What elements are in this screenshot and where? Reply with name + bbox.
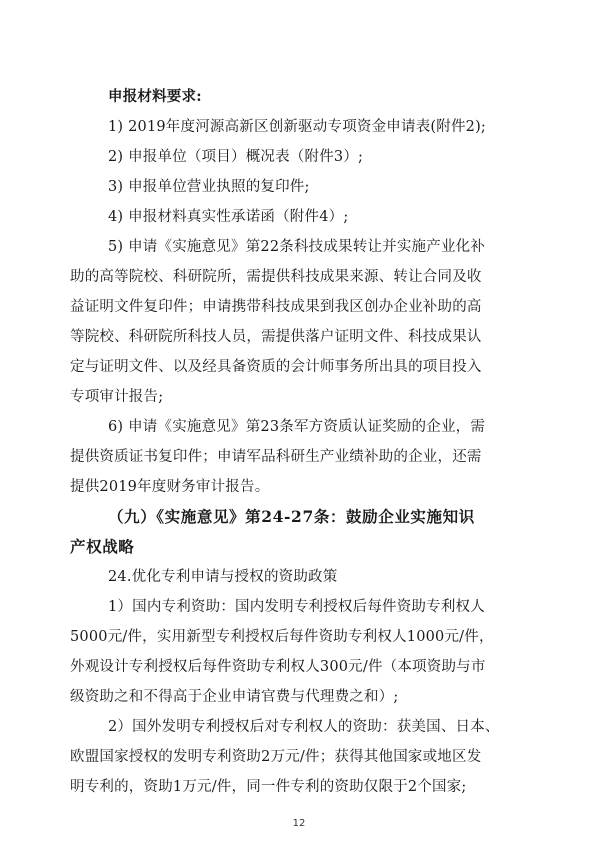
paragraph-line: 专项审计报告;: [70, 389, 164, 405]
paragraph-line: 提供资质证书复印件；申请军品科研生产业绩补助的企业，还需: [70, 449, 482, 465]
paragraph-line: 级资助之和不得高于企业申请官费与代理费之和）;: [70, 689, 399, 705]
section-heading: 产权战略: [70, 537, 135, 556]
page-number: 12: [292, 818, 306, 829]
paragraph-line: 1）国内专利资助：国内发明专利授权后每件资助专利权人: [108, 599, 485, 615]
paragraph-line: 助的高等院校、科研院所，需提供科技成果来源、转让合同及收: [70, 269, 482, 285]
list-item: 2) 申报单位（项目）概况表（附件3）;: [108, 149, 364, 165]
list-item: 4) 申报材料真实性承诺函（附件4）;: [108, 209, 349, 225]
paragraph-line: 外观设计专利授权后每件资助专利权人300元/件（本项资助与市: [70, 659, 486, 675]
list-item: 6) 申请《实施意见》第23条军方资质认证奖励的企业，需: [108, 419, 486, 435]
paragraph-line: 益证明文件复印件；申请携带科技成果到我区创办企业补助的高: [70, 299, 482, 315]
paragraph-line: 提供2019年度财务审计报告。: [70, 479, 270, 495]
list-item: 3) 申报单位营业执照的复印件;: [108, 179, 310, 195]
paragraph-line: 等院校、科研院所科技人员，需提供落户证明文件、科技成果认: [70, 329, 482, 345]
paragraph-line: 明专利的，资助1万元/件，同一件专利的资助仅限于2个国家;: [70, 779, 467, 795]
paragraph-line: 5000元/件，实用新型专利授权后每件资助专利权人1000元/件，: [70, 629, 494, 645]
list-item: 1) 2019年度河源高新区创新驱动专项资金申请表(附件2);: [108, 119, 487, 135]
list-item: 5) 申请《实施意见》第22条科技成果转让并实施产业化补: [108, 239, 486, 255]
subsection-title: 24.优化专利申请与授权的资助政策: [108, 569, 338, 585]
paragraph-line: 2）国外发明专利授权后对专利权人的资助：获美国、日本、: [108, 719, 500, 735]
paragraph-line: 定与证明文件、以及经具备资质的会计师事务所出具的项目投入: [70, 359, 482, 375]
section-heading: （九）《实施意见》第24-27条：鼓励企业实施知识: [108, 507, 475, 526]
section-title: 申报材料要求:: [108, 88, 202, 105]
paragraph-line: 欧盟国家授权的发明专利资助2万元/件；获得其他国家或地区发: [70, 749, 482, 765]
